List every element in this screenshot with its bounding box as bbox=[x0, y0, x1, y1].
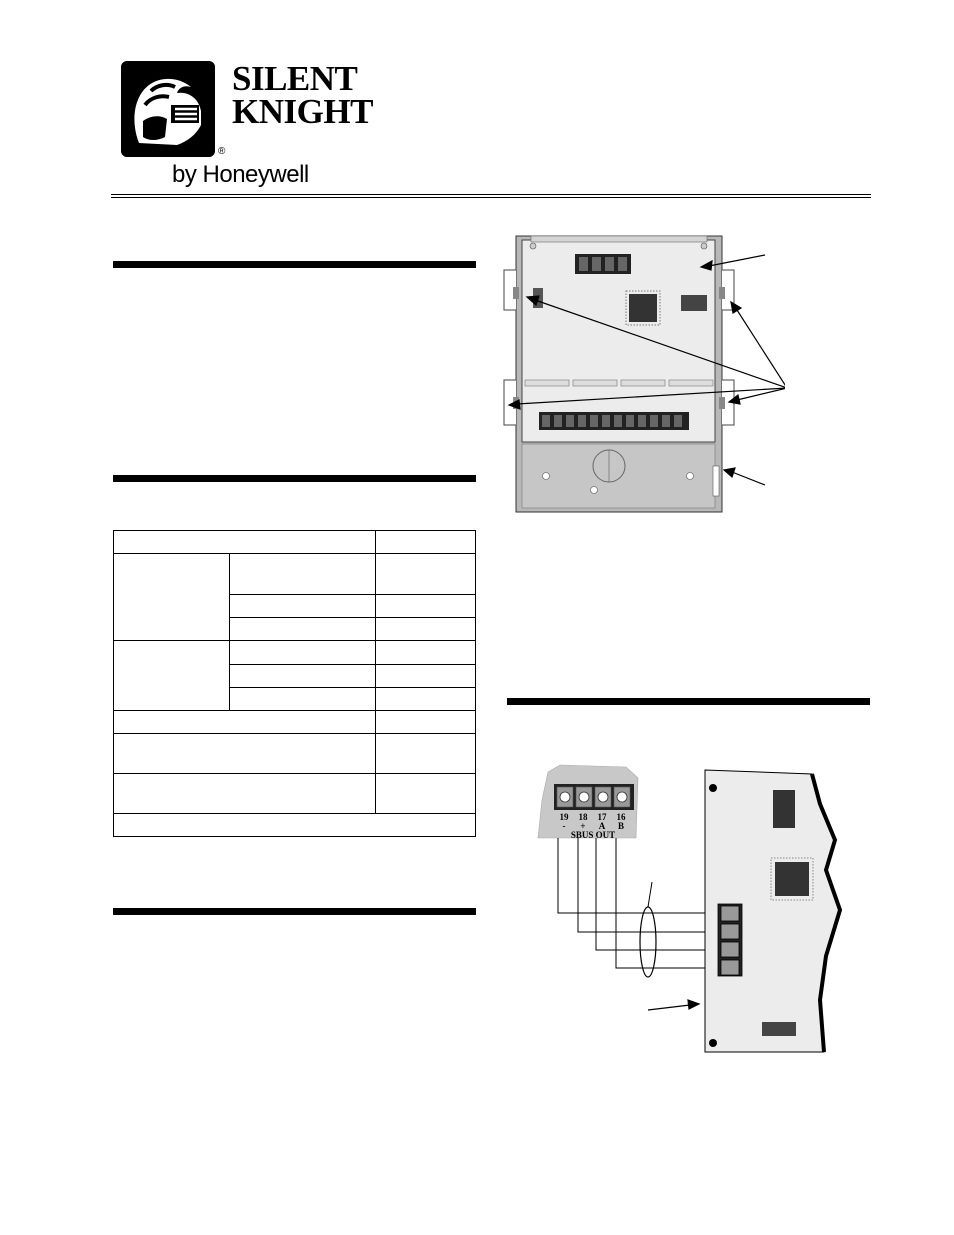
table-cell bbox=[114, 641, 230, 711]
section-rule-2 bbox=[113, 475, 476, 482]
header-divider-second bbox=[111, 197, 871, 198]
table-cell bbox=[376, 531, 476, 554]
table-cell bbox=[230, 665, 376, 688]
table-cell bbox=[230, 618, 376, 641]
table-cell bbox=[376, 618, 476, 641]
table-row bbox=[114, 774, 476, 814]
sbus-wiring-diagram bbox=[530, 760, 860, 1060]
table-cell bbox=[376, 665, 476, 688]
terminal-sign-16: B bbox=[617, 821, 625, 831]
table-row bbox=[114, 554, 476, 595]
table-cell bbox=[114, 554, 230, 641]
terminal-sign-17: A bbox=[598, 821, 606, 831]
table-cell bbox=[376, 734, 476, 774]
memory-chip-icon bbox=[681, 295, 707, 311]
table-cell bbox=[114, 531, 376, 554]
table-row bbox=[114, 734, 476, 774]
terminal-label-19: 19 bbox=[559, 812, 569, 822]
table-cell bbox=[114, 814, 476, 837]
table-cell bbox=[114, 734, 376, 774]
section-rule-4 bbox=[507, 698, 870, 705]
specifications-table bbox=[113, 530, 476, 837]
table-cell bbox=[230, 595, 376, 618]
knight-helmet-icon bbox=[121, 61, 215, 157]
table-row bbox=[114, 531, 476, 554]
table-row bbox=[114, 641, 476, 665]
wires bbox=[558, 838, 705, 968]
brand-name-line2: KNIGHT bbox=[232, 92, 373, 131]
module-processor-icon bbox=[775, 862, 809, 896]
knight-helmet-logo bbox=[121, 61, 215, 157]
terminal-label-16: 16 bbox=[616, 812, 626, 822]
table-cell bbox=[230, 688, 376, 711]
header-divider bbox=[111, 194, 871, 195]
table-cell bbox=[376, 688, 476, 711]
table-cell bbox=[376, 554, 476, 595]
table-cell bbox=[114, 711, 376, 734]
terminal-sign-18: + bbox=[580, 821, 586, 831]
brand-name-line1: SILENT bbox=[232, 59, 358, 98]
brand-byline: by Honeywell bbox=[172, 161, 309, 188]
terminal-label-18: 18 bbox=[578, 812, 588, 822]
terminal-label-17: 17 bbox=[597, 812, 607, 822]
table-cell bbox=[230, 641, 376, 665]
bottom-terminal-row bbox=[539, 412, 689, 430]
terminal-sign-19: - bbox=[562, 821, 566, 831]
table-cell bbox=[230, 554, 376, 595]
table-cell bbox=[376, 774, 476, 814]
table-cell bbox=[376, 595, 476, 618]
module-chip-icon bbox=[773, 790, 795, 828]
registered-mark: ® bbox=[218, 146, 226, 157]
section-rule-1 bbox=[113, 261, 476, 268]
module-terminal-block bbox=[718, 904, 742, 976]
table-row bbox=[114, 711, 476, 734]
table-cell bbox=[376, 641, 476, 665]
table-cell bbox=[376, 711, 476, 734]
sbus-out-label: SBUS OUT bbox=[570, 830, 616, 840]
top-terminal-block bbox=[575, 254, 631, 274]
table-cell bbox=[114, 774, 376, 814]
module-dip-switch-icon bbox=[762, 1022, 796, 1036]
board-enclosure-figure bbox=[495, 230, 785, 520]
twisted-pair-ellipse bbox=[640, 907, 656, 977]
module-pointer-arrow bbox=[648, 1000, 699, 1010]
section-rule-3 bbox=[113, 908, 476, 915]
table-row bbox=[114, 814, 476, 837]
processor-chip-icon bbox=[629, 294, 657, 322]
